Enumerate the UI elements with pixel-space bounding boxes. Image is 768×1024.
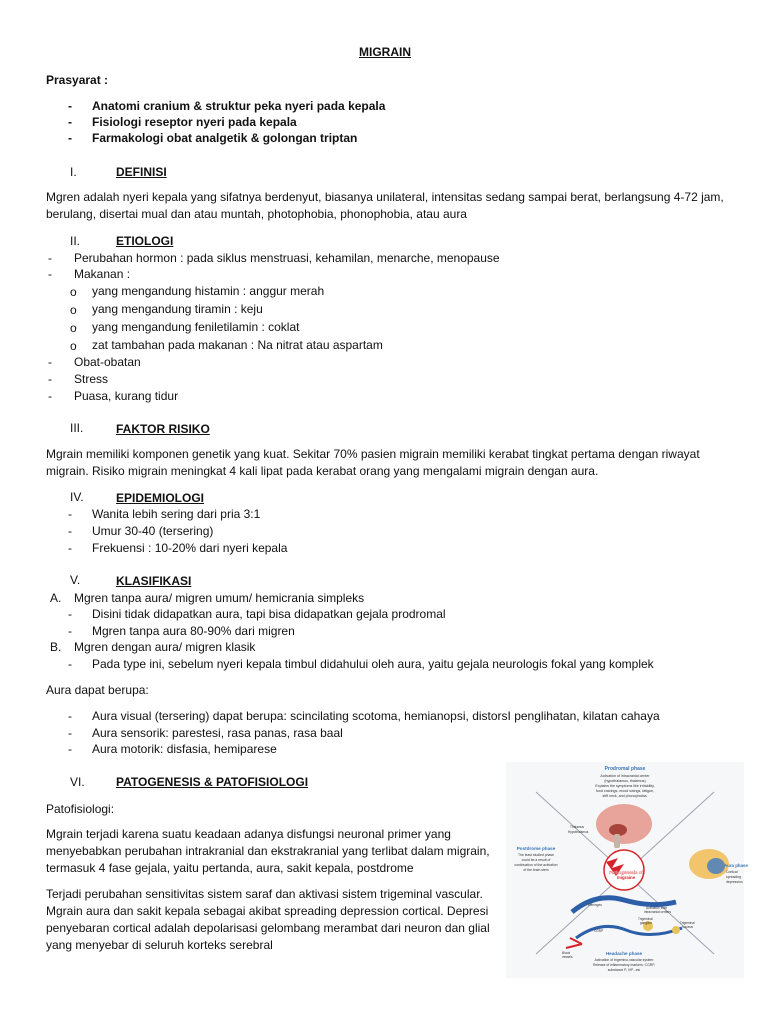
list-dash: - — [48, 267, 52, 281]
headache-text: substance P, VIP...etc — [607, 968, 641, 972]
aura-intro: Aura dapat berupa: — [46, 683, 149, 697]
section-title-klasifikasi: KLASIFIKASI — [116, 574, 192, 588]
prasyarat-dash: - — [68, 115, 72, 129]
etiologi-item: Makanan : — [74, 267, 131, 281]
prodromal-text: Explains the symptoms like irritability, — [595, 784, 655, 788]
trigeminal-nucleus-image — [672, 926, 680, 934]
activation-label: intracranial centers — [644, 910, 671, 914]
center-label: Pathogenesis of — [609, 870, 643, 875]
section-title-patogenesis: PATOGENESIS & PATOFISIOLOGI — [116, 775, 309, 789]
hypothalamus-label: Hypothalamus — [568, 830, 589, 834]
cortical-depression-image — [707, 858, 725, 874]
prasyarat-item: Fisiologi reseptor nyeri pada kepala — [92, 115, 297, 129]
postdrome-text: The least studied phase — [517, 853, 555, 857]
bullet-o: o — [70, 285, 77, 299]
postdrome-text: of the brain stem — [523, 868, 549, 872]
bullet-o: o — [70, 339, 77, 353]
list-dash: - — [68, 624, 72, 638]
trigeminal-nucleus-label: Trigeminal — [680, 921, 695, 925]
postdrome-title: Postdrome phase — [516, 846, 556, 851]
klasifikasi-b-text: Mgren dengan aura/ migren klasik — [74, 640, 256, 654]
list-dash: - — [68, 742, 72, 756]
list-dash: - — [68, 709, 72, 723]
aura-text: Cortical — [726, 870, 738, 874]
section-number: II. — [70, 234, 81, 248]
list-dash: - — [48, 355, 52, 369]
list-dash: - — [48, 251, 52, 265]
klasifikasi-label-a: A. — [50, 591, 62, 605]
aura-text: spreading — [726, 875, 741, 879]
prodromal-text: Activation of intracranial center — [600, 774, 650, 778]
aura-item: Aura visual (tersering) dapat berupa: scincilating scotoma, hemianopsi, distorsI penglihatan, kilatan cahaya — [92, 709, 660, 723]
headache-title: Headache phase — [605, 951, 643, 956]
klasifikasi-label-b: B. — [50, 640, 62, 654]
brain-image — [596, 804, 652, 844]
prasyarat-item: Anatomi cranium & struktur peka nyeri pada kepala — [92, 99, 386, 113]
blood-vessels-label: vessels — [562, 955, 573, 959]
headache-text: Activation of trigemino-vascular system — [594, 958, 654, 962]
section-title-faktor-risiko: FAKTOR RISIKO — [116, 422, 210, 436]
headache-text: Release of inflammatory markers: CGRP, — [593, 963, 655, 967]
etiologi-item: Puasa, kurang tidur — [74, 389, 179, 403]
meninges-label: Meninges — [588, 903, 602, 907]
klasifikasi-a-item: Mgren tanpa aura 80-90% dari migren — [92, 624, 295, 638]
page-title: MIGRAIN — [359, 45, 411, 59]
food-item: zat tambahan pada makanan : Na nitrat atau aspartam — [92, 338, 383, 352]
blood-vessels-label: Blood — [562, 951, 571, 955]
thalamus-label: Thalamus — [570, 825, 584, 829]
activation-label: Activation from — [646, 906, 668, 910]
list-dash: - — [68, 541, 72, 555]
patogenesis-paragraph-2: Terjadi perubahan sensitivitas sistem saraf dan aktivasi sistem trigeminal vascular. Mgrain aura dan sakit kepala sebagai akibat spreading depression cortical. Depresi penyebaran cortical adalah depolarisasi gelombang merambat dari neuron dan glial yang menyebar di seluruh korteks serebral — [46, 887, 490, 952]
section-title-etiologi: ETIOLOGI — [116, 234, 174, 248]
prasyarat-heading: Prasyarat : — [46, 73, 109, 87]
etiologi-item: Stress — [74, 372, 109, 386]
food-item: yang mengandung feniletilamin : coklat — [92, 320, 300, 334]
list-dash: - — [48, 389, 52, 403]
postdrome-text: could be a result of — [521, 858, 551, 862]
section-number: V. — [70, 573, 81, 587]
etiologi-item: Perubahan hormon : pada siklus menstruasi, kehamilan, menarche, menopause — [74, 251, 500, 265]
prasyarat-item: Farmakologi obat analgetik & golongan triptan — [92, 131, 358, 145]
klasifikasi-a-item: Disini tidak didapatkan aura, tapi bisa didapatkan gejala prodromal — [92, 607, 446, 621]
faktor-risiko-text: Mgrain memiliki komponen genetik yang kuat. Sekitar 70% pasien migrain memiliki kerabat tingkat pertama dengan riwayat migrain. Risiko migrain meningkat 4 kali lipat pada kerabat orang yang mengalami migrain dengan aura. — [46, 447, 700, 478]
aura-item: Aura sensorik: parestesi, rasa panas, rasa baal — [92, 726, 343, 740]
prasyarat-dash: - — [68, 131, 72, 145]
aura-text: depression — [726, 880, 743, 884]
patofisiologi-label: Patofisiologi: — [46, 802, 115, 816]
figure-svg — [506, 762, 748, 978]
etiologi-item: Obat-obatan — [74, 355, 141, 369]
epidemiologi-item: Wanita lebih sering dari pria 3:1 — [92, 507, 261, 521]
section-number: III. — [70, 421, 84, 435]
migraine-pathogenesis-figure — [506, 762, 748, 978]
trigeminal-nucleus-label: nucleus — [682, 925, 693, 929]
section-number: VI. — [70, 775, 85, 789]
epidemiologi-item: Umur 30-40 (tersering) — [92, 524, 214, 538]
bullet-o: o — [70, 321, 77, 335]
section-title-definisi: DEFINISI — [116, 165, 167, 179]
cgrp-label: CGRP — [594, 929, 604, 933]
list-dash: - — [48, 372, 52, 386]
klasifikasi-b-item: Pada type ini, sebelum nyeri kepala timbul didahului oleh aura, yaitu gejala neurologis fokal yang komplek — [92, 657, 654, 671]
food-item: yang mengandung tiramin : keju — [92, 302, 263, 316]
klasifikasi-a-text: Mgren tanpa aura/ migren umum/ hemicrania simpleks — [74, 591, 365, 605]
list-dash: - — [68, 507, 72, 521]
list-dash: - — [68, 657, 72, 671]
brain-stem-image — [614, 834, 620, 848]
prodromal-text: stiff neck, and phonophobia. — [602, 794, 648, 798]
aura-title: Aura phase — [724, 863, 748, 868]
prodromal-title: Prodromal phase — [604, 766, 646, 772]
bullet-o: o — [70, 303, 77, 317]
center-label: migraine — [616, 875, 636, 880]
postdrome-text: continuation of the activation — [514, 863, 558, 867]
trigeminal-ganglion-label: Trigeminal — [638, 917, 653, 921]
list-dash: - — [68, 726, 72, 740]
epidemiologi-item: Frekuensi : 10-20% dari nyeri kepala — [92, 541, 288, 555]
trigeminal-ganglion-label: ganglion — [640, 921, 653, 925]
patogenesis-paragraph-1: Mgrain terjadi karena suatu keadaan adanya disfungsi neuronal primer yang menyebabkan perubahan intrakranial dan ekstrakranial yang terlibat dalam migrain, termasuk 4 fase gejala, yaitu pertanda, aura, sakit kepala, postdrome — [46, 827, 490, 875]
section-title-epidemiologi: EPIDEMIOLOGI — [116, 491, 205, 505]
prodromal-text: food cravings, mood swings, fatigue, — [595, 789, 655, 793]
list-dash: - — [68, 607, 72, 621]
section-number: I. — [70, 165, 77, 179]
prasyarat-dash: - — [68, 99, 72, 113]
definisi-text: Mgren adalah nyeri kepala yang sifatnya berdenyut, biasanya unilateral, intensitas sedang sampai berat, berlangsung 4-72 jam, berulang, disertai mual dan atau muntah, photophobia, phonophobia, atau aura — [46, 190, 724, 221]
list-dash: - — [68, 524, 72, 538]
section-number: IV. — [70, 490, 84, 504]
prodromal-text: (hypothalamus, thalamus) — [604, 779, 646, 783]
aura-item: Aura motorik: disfasia, hemiparese — [92, 742, 277, 756]
food-item: yang mengandung histamin : anggur merah — [92, 284, 325, 298]
